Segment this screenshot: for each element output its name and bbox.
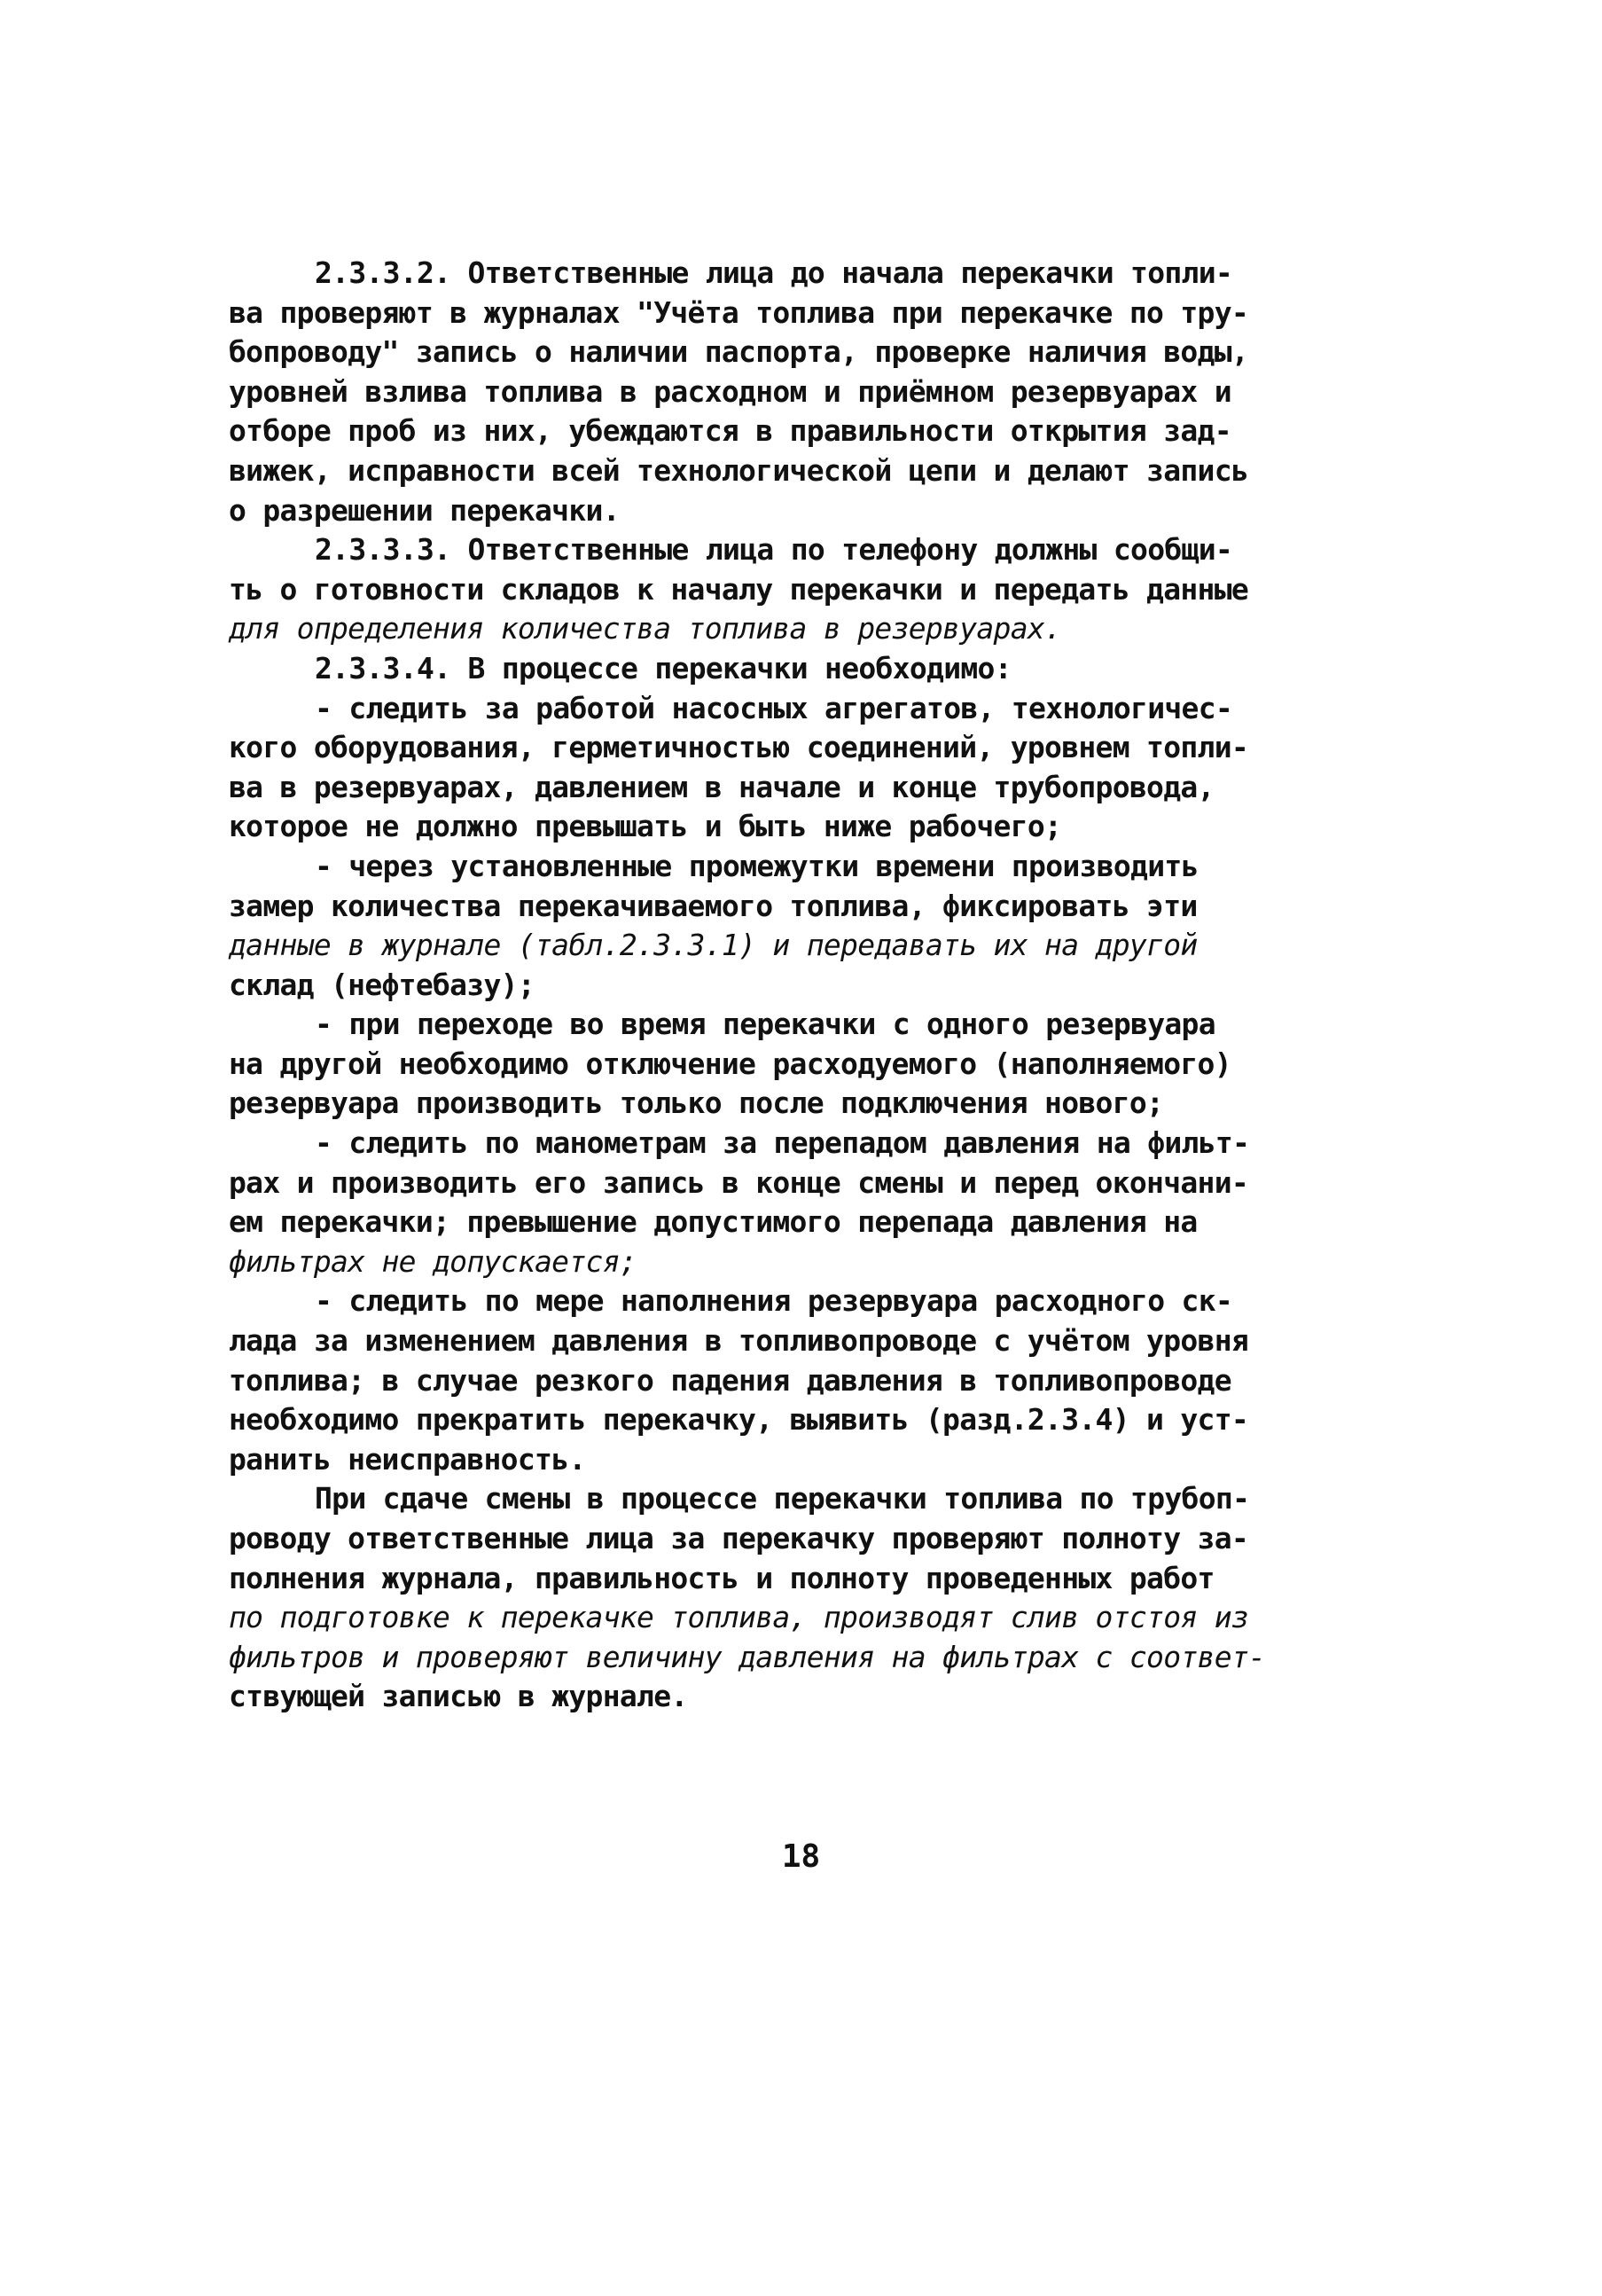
page-number: 18 <box>781 1838 821 1875</box>
text-line: - при переходе во время перекачки с одного резервуара <box>315 1007 1215 1042</box>
text-line: 2.3.3.3. Ответственные лица по телефону должны сообщи- <box>315 532 1233 568</box>
text-line: резервуара производить только после подключения нового; <box>229 1085 1164 1121</box>
text-line: отборе проб из них, убеждаются в правильности открытия зад- <box>229 413 1231 449</box>
text-line: - следить за работой насосных агрегатов, технологичес- <box>315 690 1233 725</box>
text-line: - через установленные промежутки времени производить <box>315 848 1199 883</box>
text-line: склад (нефтебазу); <box>229 967 535 1002</box>
text-line: роводу ответственные лица за перекачку проверяют полноту за- <box>229 1521 1249 1555</box>
text-line: - следить по мере наполнения резервуара расходного ск- <box>315 1283 1233 1319</box>
text-line: кого оборудования, герметичностью соединений, уровнем топли- <box>229 730 1249 765</box>
text-line: которое не должно превышать и быть ниже рабочего; <box>229 809 1062 844</box>
text-line: ем перекачки; превышение допустимого перепада давления на <box>229 1204 1198 1240</box>
text-line: для определения количества топлива в резервуарах. <box>229 611 1062 646</box>
text-line: ствующей записью в журнале. <box>229 1679 688 1714</box>
text-line: ранить неисправность. <box>229 1441 586 1477</box>
text-line: 2.3.3.2. Ответственные лица до начала перекачки топли- <box>315 255 1233 290</box>
text-line: полнения журнала, правильность и полноту проведенных работ <box>229 1560 1215 1595</box>
text-line: - следить по манометрам за перепадом давления на фильт- <box>315 1125 1250 1161</box>
text-line: ть о готовности складов к началу перекачки и передать данные <box>229 571 1249 607</box>
body-text <box>229 254 1266 1717</box>
text-line: рах и производить его запись в конце смены и перед окончани- <box>229 1164 1249 1200</box>
text-line: необходимо прекратить перекачку, выявить (разд.2.3.4) и уст- <box>229 1402 1249 1438</box>
text-line: топлива; в случае резкого падения давления в топливопроводе <box>229 1362 1231 1398</box>
text-line: При сдаче смены в процессе перекачки топлива по трубоп- <box>315 1481 1250 1516</box>
text-line: данные в журнале (табл.2.3.3.1) и передавать их на другой <box>229 928 1198 963</box>
text-line: фильтрах не допускается; <box>229 1243 637 1279</box>
text-line: фильтров и проверяют величину давления на фильтрах с соответ- <box>229 1639 1266 1674</box>
text-line: на другой необходимо отключение расходуемого (наполняемого) <box>229 1046 1231 1081</box>
text-line: бопроводу" запись о наличии паспорта, проверке наличия воды, <box>229 334 1249 370</box>
text-line: по подготовке к перекачке топлива, производят слив отстоя из <box>229 1600 1249 1635</box>
text-line: 2.3.3.4. В процессе перекачки необходимо: <box>315 650 1012 686</box>
text-line: ва проверяют в журналах "Учёта топлива при перекачке по тру- <box>229 294 1249 330</box>
text-line: о разрешении перекачки. <box>229 492 620 528</box>
text-line: уровней взлива топлива в расходном и приёмном резервуарах и <box>229 373 1231 409</box>
text-line: замер количества перекачиваемого топлива, фиксировать эти <box>229 888 1198 923</box>
text-line: вижек, исправности всей технологической цепи и делают запись <box>229 452 1249 488</box>
text-line: лада за изменением давления в топливопроводе с учётом уровня <box>229 1323 1249 1359</box>
text-line: ва в резервуарах, давлением в начале и конце трубопровода, <box>229 769 1215 804</box>
